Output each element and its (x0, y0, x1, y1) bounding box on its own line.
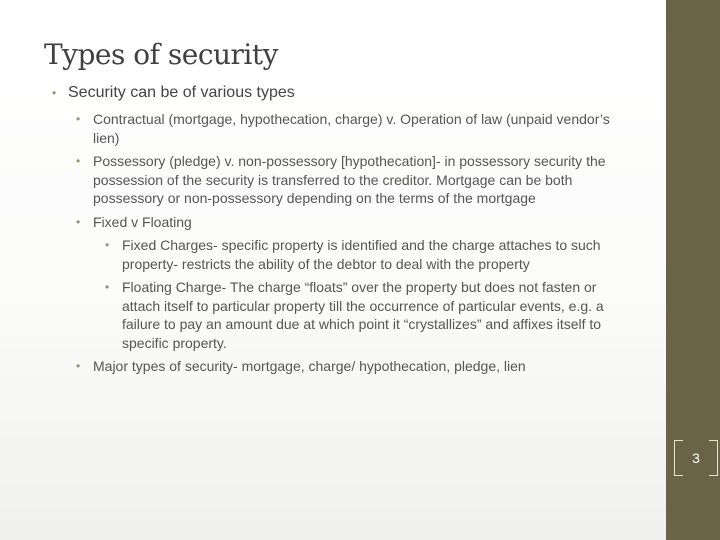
bullet-level3: • Floating Charge- The charge “floats” over the property but does not fasten or attach itself to particular property till the occurrence of particular events, e.g. a failure to pay an amount due at which point it “crystallizes” and affixes itself to specific property. (101, 278, 628, 352)
slide-title: Types of security (44, 38, 278, 71)
bullet-level1: • Security can be of various types (48, 82, 628, 104)
page-number-badge (674, 440, 718, 478)
bullet-level3: • Fixed Charges- specific property is identified and the charge attaches to such property- restricts the ability of the debtor to deal with the property (101, 236, 628, 273)
bullet-level2: • Fixed v Floating (72, 213, 628, 232)
page-number: 3 (692, 450, 700, 466)
bullet-level2: • Contractual (mortgage, hypothecation, charge) v. Operation of law (unpaid vendor’s lien) (72, 110, 628, 147)
bullet-level2: • Major types of security- mortgage, charge/ hypothecation, pledge, lien (72, 357, 628, 376)
slide-content (48, 82, 628, 381)
bullet-level2: • Possessory (pledge) v. non-possessory [hypothecation]- in possessory security the possession of the security is transferred to the creditor. Mortgage can be both possessory or non-possessory depending on the terms of the mortgage (72, 152, 628, 208)
